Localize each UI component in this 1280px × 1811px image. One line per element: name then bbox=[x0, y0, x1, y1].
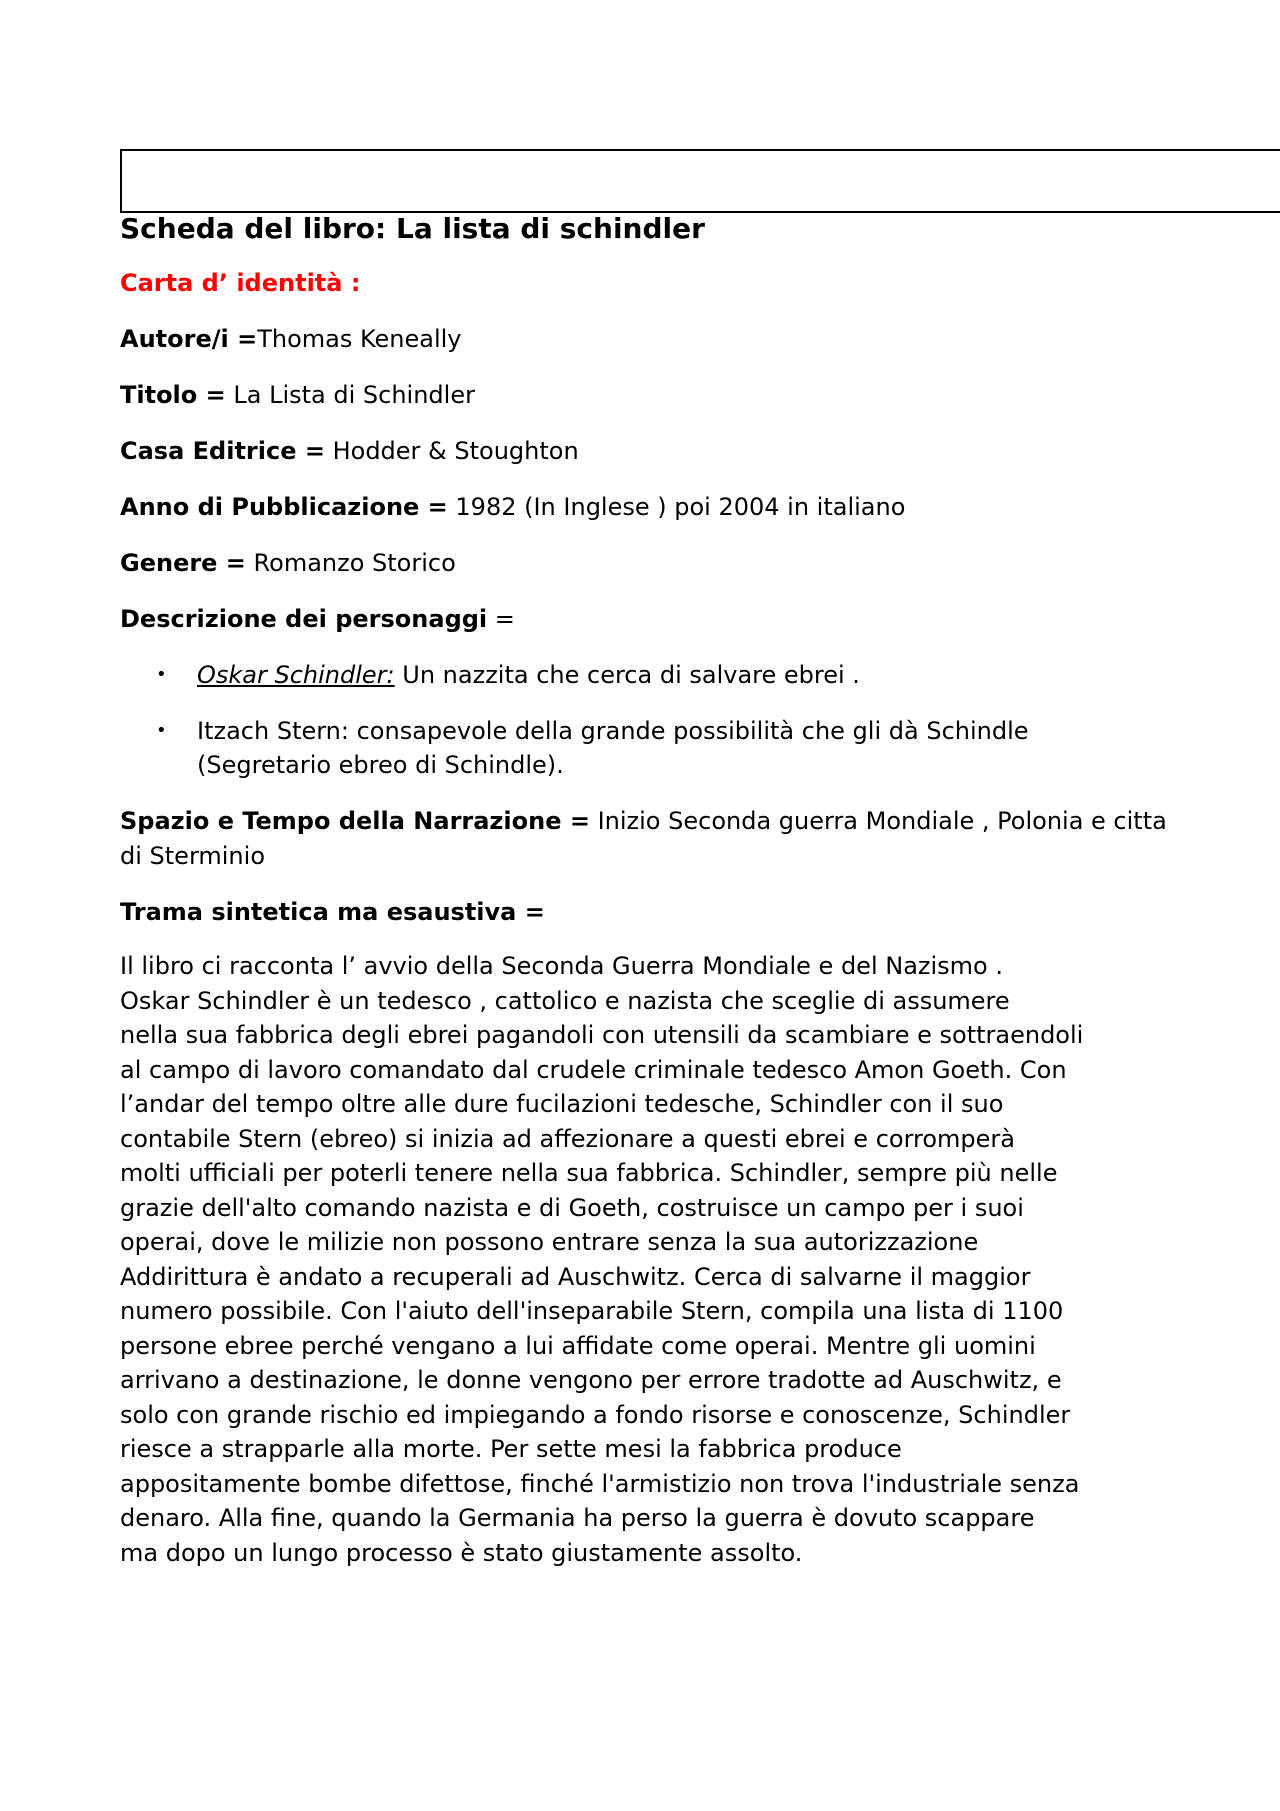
field-author bbox=[120, 311, 1170, 367]
plot-heading: Trama sintetica ma esaustiva = bbox=[120, 898, 545, 926]
field-characters-value: = bbox=[487, 605, 515, 633]
field-year-value: 1982 (In Inglese ) poi 2004 in italiano bbox=[447, 493, 906, 521]
character-name: Oskar Schindler: bbox=[197, 661, 395, 689]
field-characters bbox=[120, 591, 1170, 647]
character-description: Un nazzita che cerca di salvare ebrei . bbox=[394, 661, 860, 689]
identity-heading: Carta d’ identità : bbox=[120, 269, 361, 297]
field-publisher bbox=[120, 423, 1170, 479]
field-year-label: Anno di Pubblicazione = bbox=[120, 493, 448, 521]
field-year bbox=[120, 479, 1170, 535]
plot-paragraph: Il libro ci racconta l’ avvio della Seconda Guerra Mondiale e del Nazismo . Oskar Schindler è un tedesco , cattolico e nazista che sceglie di assumere nella sua fabbrica degli ebrei pagandoli con utensili da scambiare e sottraendoli al campo di lavoro comandato dal crudele criminale tedesco Amon Goeth. Con l’andar del tempo oltre alle dure fucilazioni tedesche, Schindler con il suo contabile Stern (ebreo) si inizia ad affezionare a questi ebrei e corromperà molti ufficiali per poterli tenere nella sua fabbrica. Schindler, sempre più nelle grazie dell'alto comando nazista e di Goeth, costruisce un campo per i suoi operai, dove le milizie non possono entrare senza la sua autorizzazione Addirittura è andato a recuperali ad Auschwitz. Cerca di salvarne il maggior numero possibile. Con l'aiuto dell'inseparabile Stern, compila una lista di 1100 persone ebree perché vengano a lui affidate come operai. Mentre gli uomini arrivano a destinazione, le donne vengono per errore tradotte ad Auschwitz, e solo con grande rischio ed impiegando a fondo risorse e conoscenze, Schindler riesce a strapparle alla morte. Per sette mesi la fabbrica produce appositamente bombe difettose, finché l'armistizio non trova l'industriale senza denaro. Alla fine, quando la Germania ha perso la guerra è dovuto scappare ma dopo un lungo processo è stato giustamente assolto. bbox=[120, 952, 1084, 1567]
setting-value: Inizio Seconda guerra Mondiale , Polonia e citta di Sterminio bbox=[120, 807, 1167, 870]
field-title-value: La Lista di Schindler bbox=[225, 381, 475, 409]
field-title-label: Titolo = bbox=[120, 381, 226, 409]
field-author-label: Autore/i = bbox=[120, 325, 258, 353]
document-title: Scheda del libro: La lista di schindler bbox=[120, 212, 705, 245]
character-description: Itzach Stern: consapevole della grande possibilità che gli dà Schindle (Segretario ebreo di Schindle). bbox=[197, 717, 1029, 779]
setting-label: Spazio e Tempo della Narrazione = bbox=[120, 807, 590, 835]
field-publisher-label: Casa Editrice = bbox=[120, 437, 325, 465]
document-content bbox=[120, 205, 1170, 1570]
empty-title-box bbox=[120, 149, 1280, 213]
list-item bbox=[120, 714, 1170, 782]
character-list bbox=[120, 658, 1170, 782]
bullet-icon: • bbox=[156, 720, 167, 741]
bullet-icon: • bbox=[156, 664, 167, 685]
field-genre-label: Genere = bbox=[120, 549, 246, 577]
field-characters-label: Descrizione dei personaggi bbox=[120, 605, 488, 633]
field-title bbox=[120, 367, 1170, 423]
setting-paragraph bbox=[120, 804, 1170, 873]
field-genre bbox=[120, 535, 1170, 591]
field-publisher-value: Hodder & Stoughton bbox=[324, 437, 579, 465]
field-genre-value: Romanzo Storico bbox=[245, 549, 456, 577]
field-author-value: Thomas Keneally bbox=[257, 325, 462, 353]
list-item bbox=[120, 658, 1170, 692]
